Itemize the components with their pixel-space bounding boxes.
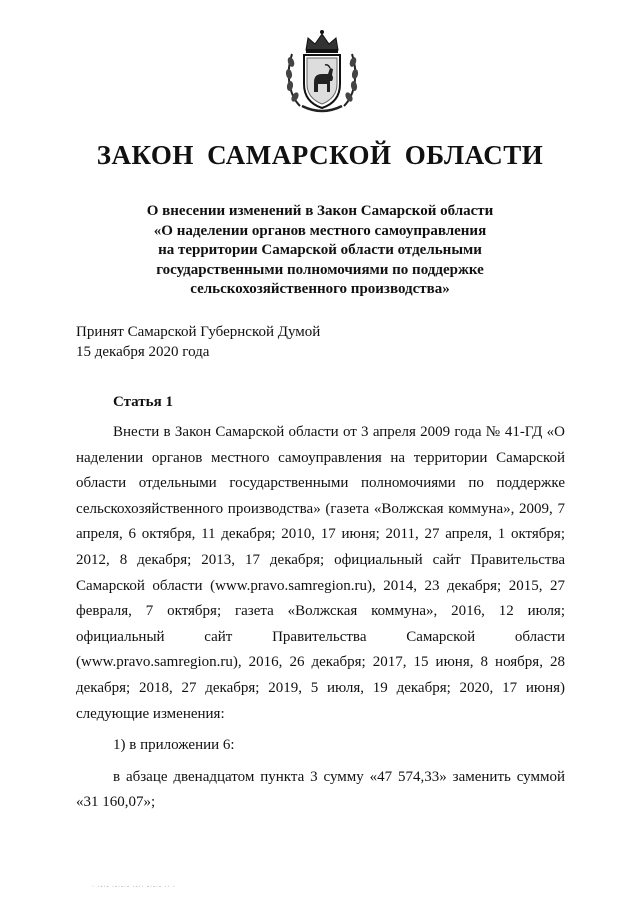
subtitle-line: сельскохозяйственного производства»: [190, 281, 450, 297]
document-subtitle: [130, 202, 510, 300]
amendment-item: 1) в приложении 6:: [113, 737, 235, 754]
article-intro-paragraph: Внести в Закон Самарской области от 3 апреля 2009 года № 41-ГД «О наделении органов местного самоуправления на территории Самарской области отдельными государственными полномочиями по поддержке сельскохозяйственного производства» (газета «Волжская коммуна», 2009, 7 апреля, 6 октября, 11 декабря; 2010, 17 июня; 2011, 27 апреля, 1 октября; 2012, 8 декабря; 2013, 17 декабря; официальный сайт Правительства Самарской области (www.pravo.samregion.ru), 2014, 23 декабря; 2015, 27 февраля, 7 октября; газета «Волжская коммуна», 2016, 12 июля; официальный сайт Правительства Самарской области (www.pravo.samregion.ru), 2016, 26 декабря; 2017, 15 июня, 8 ноября, 28 декабря; 2018, 27 декабря; 2019, 5 июля, 19 декабря; 2020, 17 июня) следующие изменения:: [76, 424, 565, 722]
adoption-body: Принят Самарской Губернской Думой: [76, 324, 321, 340]
subtitle-line: государственными полномочиями по поддержке: [156, 261, 484, 278]
article-body: [76, 420, 565, 816]
article-title: Статья 1: [113, 394, 173, 410]
document-title: ЗАКОН САМАРСКОЙ ОБЛАСТИ: [96, 140, 544, 170]
subtitle-line: «О наделении органов местного самоуправления: [153, 222, 487, 239]
subtitle-line: на территории Самарской области отдельными: [158, 242, 482, 258]
amendment-item-text: в абзаце двенадцатом пункта 3 сумму «47 574,33» заменить суммой «31 160,07»;: [76, 768, 565, 811]
adoption-date: 15 декабря 2020 года: [76, 344, 210, 360]
subtitle-line: О внесении изменений в Закон Самарской области: [146, 203, 494, 219]
coat-of-arms-icon: [284, 28, 360, 116]
scan-artifacts: · ·-·- ·-·-·- ·-·· -·-·- ·· ·: [92, 884, 176, 890]
adoption-info: [76, 322, 320, 362]
